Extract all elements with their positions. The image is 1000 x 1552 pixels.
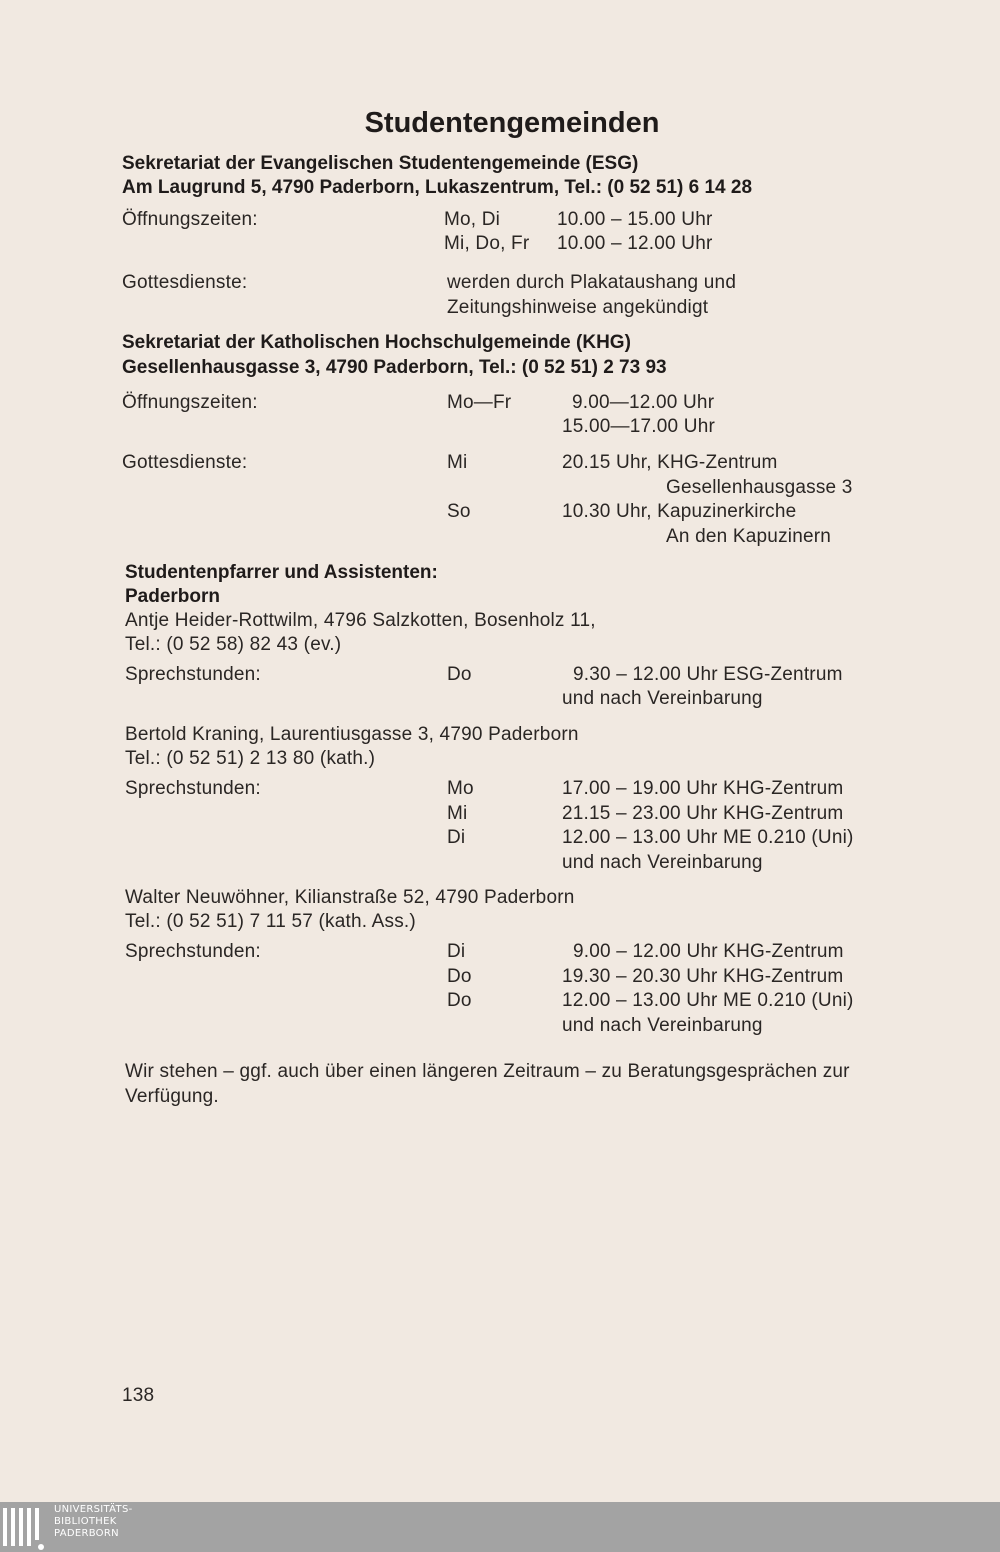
pastor-2-time-2: 21.15 – 23.00 Uhr KHG-Zentrum — [562, 803, 844, 824]
pastor-1-day: Do — [447, 664, 472, 685]
khg-service-1-place: Gesellenhausgasse 3 — [666, 477, 853, 498]
pastor-2-hours-label: Sprechstunden: — [125, 778, 261, 799]
pastor-1-hours-label: Sprechstunden: — [125, 664, 261, 685]
khg-service-2-place: An den Kapuzinern — [666, 526, 832, 547]
pastor-2-phone: Tel.: (0 52 51) 2 13 80 (kath.) — [125, 748, 376, 769]
page-number: 138 — [122, 1385, 155, 1406]
esg-hours-time-2: 10.00 – 12.00 Uhr — [557, 233, 713, 254]
esg-services-text-1: werden durch Plakataushang und — [447, 272, 737, 293]
pastor-3-phone: Tel.: (0 52 51) 7 11 57 (kath. Ass.) — [125, 911, 416, 932]
closing-text-2: Verfügung. — [125, 1086, 219, 1107]
esg-hours-days-1: Mo, Di — [444, 209, 501, 230]
pastor-1-time: 9.30 – 12.00 Uhr ESG-Zentrum — [573, 664, 843, 685]
library-name-2: BIBLIOTHEK — [54, 1516, 117, 1527]
esg-address: Am Laugrund 5, 4790 Paderborn, Lukaszentrum, Tel.: (0 52 51) 6 14 28 — [122, 177, 753, 198]
pastor-2-day-1: Mo — [447, 778, 474, 799]
pastor-2-day-2: Mi — [447, 803, 468, 824]
esg-hours-days-2: Mi, Do, Fr — [444, 233, 530, 254]
pastor-3-day-2: Do — [447, 966, 472, 987]
library-name-3: PADERBORN — [54, 1528, 119, 1539]
esg-heading: Sekretariat der Evangelischen Studentengemeinde (ESG) — [122, 153, 639, 174]
pastor-3-time-3: 12.00 – 13.00 Uhr ME 0.210 (Uni) — [562, 990, 854, 1011]
pastor-3-day-1: Di — [447, 941, 466, 962]
khg-service-2-text: 10.30 Uhr, Kapuzinerkirche — [562, 501, 797, 522]
pastor-3-note: und nach Vereinbarung — [562, 1015, 763, 1036]
pastor-1-address: Antje Heider-Rottwilm, 4796 Salzkotten, Bosenholz 11, — [125, 610, 596, 631]
khg-hours-time-1: 9.00—12.00 Uhr — [572, 392, 715, 413]
pastor-1-phone: Tel.: (0 52 58) 82 43 (ev.) — [125, 634, 342, 655]
khg-service-1-day: Mi — [447, 452, 468, 473]
pastor-3-time-2: 19.30 – 20.30 Uhr KHG-Zentrum — [562, 966, 844, 987]
pastor-3-hours-label: Sprechstunden: — [125, 941, 261, 962]
pastor-1-note: und nach Vereinbarung — [562, 688, 763, 709]
khg-hours-time-2: 15.00—17.00 Uhr — [562, 416, 715, 437]
khg-service-2-day: So — [447, 501, 471, 522]
pastor-3-day-3: Do — [447, 990, 472, 1011]
khg-services-label: Gottesdienste: — [122, 452, 248, 473]
esg-services-label: Gottesdienste: — [122, 272, 248, 293]
library-name-1: UNIVERSITÄTS- — [54, 1504, 133, 1515]
khg-service-1-text: 20.15 Uhr, KHG-Zentrum — [562, 452, 778, 473]
library-footer-bar — [0, 1502, 1000, 1552]
page-title: Studentengemeinden — [364, 107, 660, 139]
pastor-2-time-3: 12.00 – 13.00 Uhr ME 0.210 (Uni) — [562, 827, 854, 848]
pastors-heading: Studentenpfarrer und Assistenten: — [125, 562, 438, 583]
esg-hours-time-1: 10.00 – 15.00 Uhr — [557, 209, 713, 230]
closing-text-1: Wir stehen – ggf. auch über einen längeren Zeitraum – zu Beratungsgesprächen zur — [125, 1061, 850, 1082]
pastor-3-time-1: 9.00 – 12.00 Uhr KHG-Zentrum — [573, 941, 844, 962]
pastors-city: Paderborn — [125, 586, 221, 607]
pastor-2-time-1: 17.00 – 19.00 Uhr KHG-Zentrum — [562, 778, 844, 799]
pastor-2-day-3: Di — [447, 827, 466, 848]
pastor-2-address: Bertold Kraning, Laurentiusgasse 3, 4790 Paderborn — [125, 724, 579, 745]
pastor-3-address: Walter Neuwöhner, Kilianstraße 52, 4790 Paderborn — [125, 887, 575, 908]
khg-heading: Sekretariat der Katholischen Hochschulgemeinde (KHG) — [122, 332, 631, 353]
pastor-2-note: und nach Vereinbarung — [562, 852, 763, 873]
library-logo-icon — [2, 1503, 48, 1551]
esg-services-text-2: Zeitungshinweise angekündigt — [447, 297, 709, 318]
khg-address: Gesellenhausgasse 3, 4790 Paderborn, Tel.: (0 52 51) 2 73 93 — [122, 357, 667, 378]
library-logo-text — [54, 1504, 133, 1540]
khg-hours-days: Mo—Fr — [447, 392, 512, 413]
khg-hours-label: Öffnungszeiten: — [122, 392, 258, 413]
esg-hours-label: Öffnungszeiten: — [122, 209, 258, 230]
